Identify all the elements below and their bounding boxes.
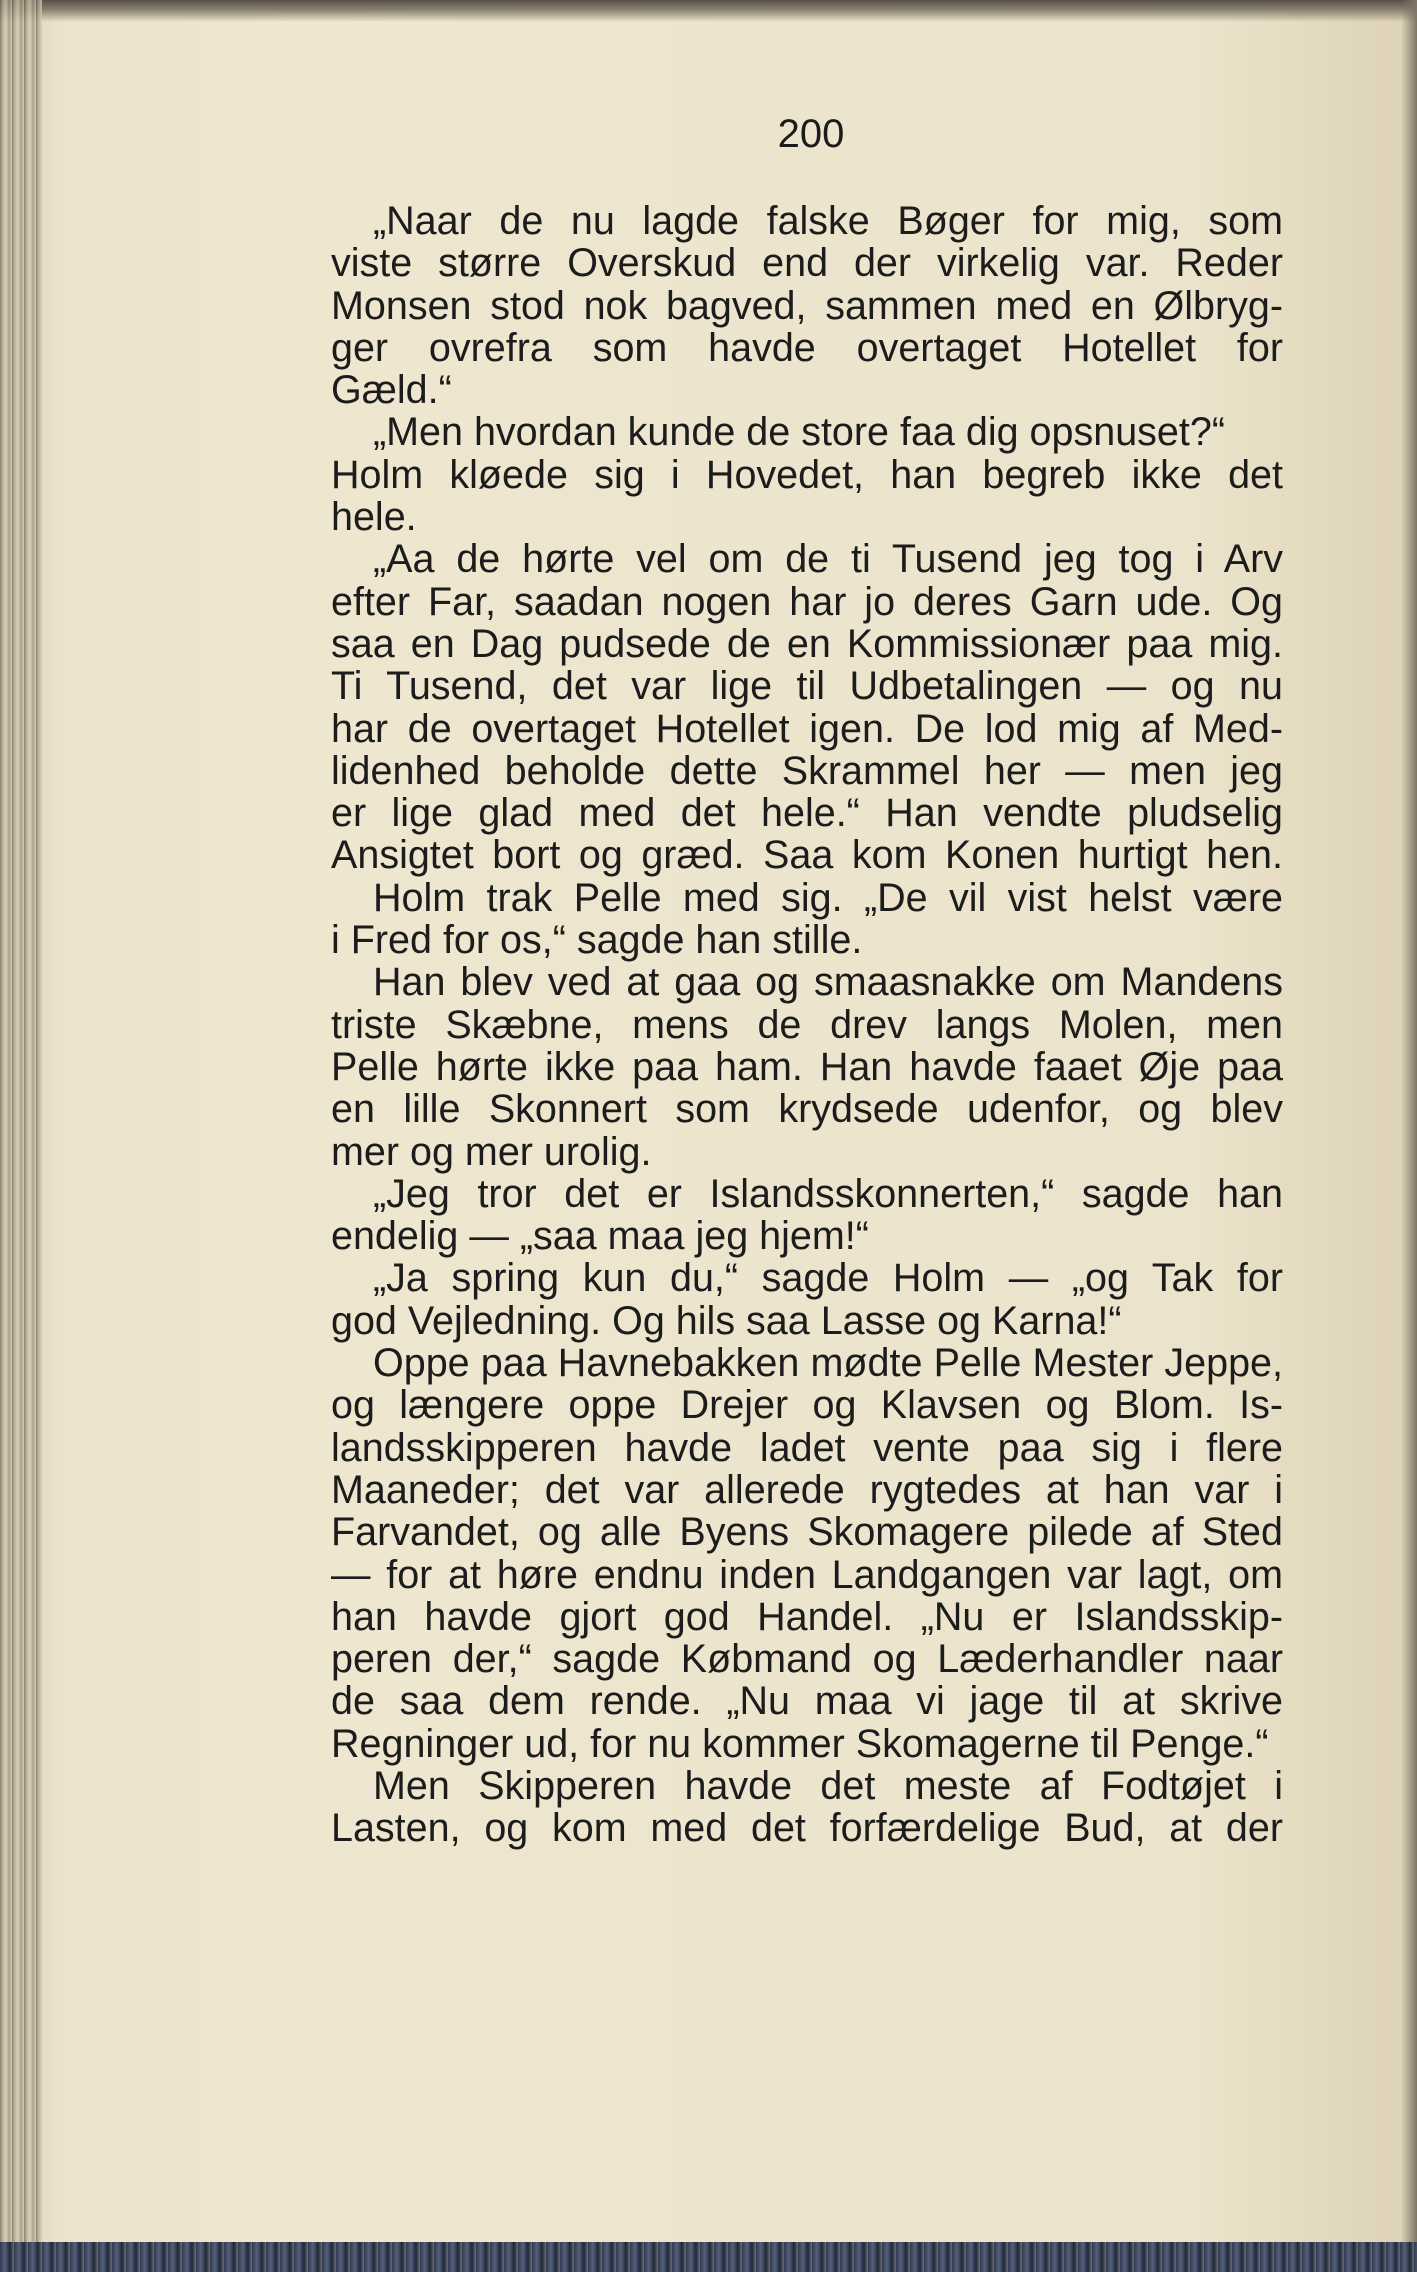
text-line: mer og mer urolig.	[331, 1129, 652, 1174]
text-line: Lasten, og kom med det forfærdelige Bud, at der	[331, 1806, 1283, 1851]
text-line: en lille Skonnert som krydsede udenfor, og blev	[331, 1087, 1283, 1132]
text-line: peren der,“ sagde Købmand og Læderhandler naar	[331, 1637, 1283, 1682]
text-line: Han blev ved at gaa og smaasnakke om Mandens	[373, 960, 1283, 1005]
text-line: saa en Dag pudsede de en Kommissionær paa mig.	[331, 621, 1283, 666]
text-line: han havde gjort god Handel. „Nu er Islandsskip-	[331, 1594, 1283, 1639]
text-line: „Naar de nu lagde falske Bøger for mig, som	[373, 199, 1283, 243]
text-line: „Men hvordan kunde de store faa dig opsnuset?“	[373, 410, 1225, 455]
text-line: Monsen stod nok bagved, sammen med en Ølbryg-	[331, 283, 1283, 328]
text-line: Maaneder; det var allerede rygtedes at han var i	[331, 1467, 1283, 1512]
text-line: endelig — „saa maa jeg hjem!“	[331, 1214, 869, 1259]
text-line: lidenhed beholde dette Skrammel her — men jeg	[331, 748, 1283, 793]
text-line: ger ovrefra som havde overtaget Hotellet for	[331, 325, 1283, 370]
text-line: Holm trak Pelle med sig. „De vil vist helst være	[373, 875, 1283, 920]
text-line: er lige glad med det hele.“ Han vendte pludselig	[331, 791, 1283, 836]
text-line: har de overtaget Hotellet igen. De lod mig af Med-	[331, 706, 1283, 751]
page-top-edge	[0, 0, 1417, 22]
text-line: Men Skipperen havde det meste af Fodtøjet i	[373, 1763, 1283, 1808]
page-right-edge	[1401, 0, 1417, 2272]
text-line: Gæld.“	[331, 368, 452, 413]
text-line: hele.	[331, 495, 417, 540]
text-line: Regninger ud, for nu kommer Skomagerne til Penge.“	[331, 1721, 1269, 1766]
book-spine-edge	[0, 0, 42, 2272]
text-line: „Aa de hørte vel om de ti Tusend jeg tog i Arv	[373, 537, 1283, 582]
text-line: „Jeg tror det er Islandsskonnerten,“ sagde han	[373, 1171, 1283, 1216]
text-line: „Ja spring kun du,“ sagde Holm — „og Tak for	[373, 1256, 1283, 1301]
text-line: og længere oppe Drejer og Klavsen og Blom. Is-	[331, 1383, 1283, 1428]
text-line: Oppe paa Havnebakken mødte Pelle Mester Jeppe,	[373, 1341, 1283, 1386]
text-line: Holm kløede sig i Hovedet, han begreb ikke det	[331, 452, 1283, 497]
text-line: efter Far, saadan nogen har jo deres Garn ude. Og	[331, 579, 1283, 624]
text-line: god Vejledning. Og hils saa Lasse og Karna!“	[331, 1298, 1122, 1343]
text-line: — for at høre endnu inden Landgangen var lagt, om	[331, 1552, 1283, 1597]
text-line: Pelle hørte ikke paa ham. Han havde faaet Øje paa	[331, 1044, 1283, 1089]
text-line: viste større Overskud end der virkelig var. Reder	[331, 241, 1283, 286]
text-line: landsskipperen havde ladet vente paa sig i flere	[331, 1425, 1283, 1470]
text-line: Ansigtet bort og græd. Saa kom Konen hurtigt hen.	[331, 833, 1283, 878]
page-number: 200	[777, 112, 845, 156]
body-text	[331, 200, 1283, 1850]
scan-bottom-band	[0, 2242, 1417, 2272]
text-line: de saa dem rende. „Nu maa vi jage til at skrive	[331, 1679, 1283, 1724]
text-line: Farvandet, og alle Byens Skomagere pilede af Sted	[331, 1510, 1283, 1555]
text-line: Ti Tusend, det var lige til Udbetalingen — og nu	[331, 664, 1283, 709]
text-line: triste Skæbne, mens de drev langs Molen, men	[331, 1002, 1283, 1047]
text-line: i Fred for os,“ sagde han stille.	[331, 918, 863, 963]
